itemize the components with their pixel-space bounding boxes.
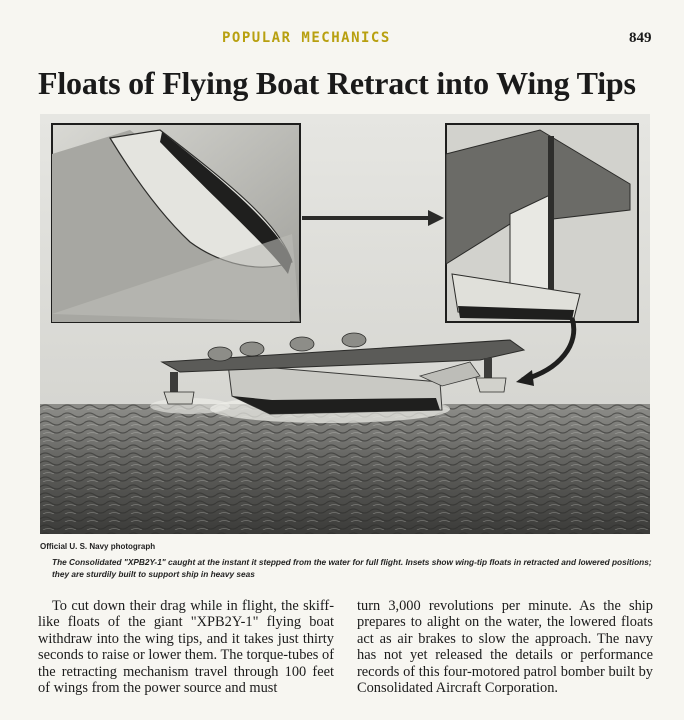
- magazine-title: POPULAR MECHANICS: [222, 30, 391, 46]
- inset-lowered-float: [446, 124, 638, 322]
- photo-caption: The Consolidated "XPB2Y-1" caught at the instant it stepped from the water for full flight. Insets show wing-tip floats in retracted and lowered positions; they are sturdily built to support ship in heavy seas: [52, 557, 652, 579]
- page-header: [0, 30, 684, 50]
- inset-retracted-float: [52, 124, 300, 322]
- page-number: 849: [629, 30, 652, 46]
- headline: Floats of Flying Boat Retract into Wing Tips: [38, 65, 636, 101]
- article-column-right: turn 3,000 revolutions per minute. As the ship prepares to alight on the water, the lowered floats act as air brakes to slow the approach. The navy has not yet released the details or performance records of this four-motored patrol bomber built by Consolidated Aircraft Corporation.: [357, 598, 653, 697]
- photo-credit: Official U. S. Navy photograph: [40, 542, 156, 551]
- article-column-left: To cut down their drag while in flight, the skiff-like floats of the giant "XPB2Y-1" flying boat withdraw into the wing tips, and it takes just thirty seconds to raise or lower them. The torque-tubes of the retracting mechanism travel through 100 feet of wings from the power source and must: [38, 598, 334, 697]
- flying-boat-photo: [40, 114, 650, 534]
